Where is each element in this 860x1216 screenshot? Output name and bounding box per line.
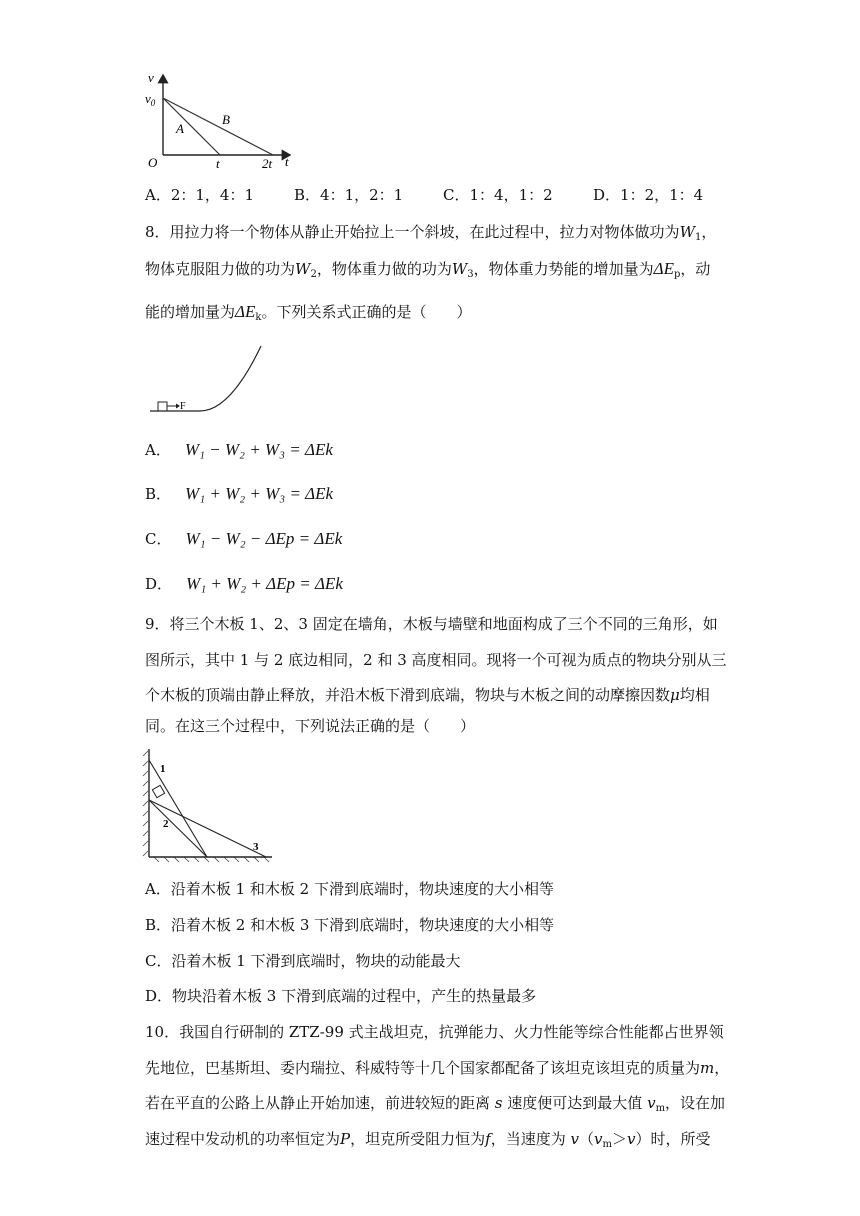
line-b-label: B [222,112,230,127]
q9-line-2: 图所示，其中 1 与 2 底边相同，2 和 3 高度相同。现将一个可视为质点的物块分别从三 [145,651,727,669]
q7-option-a: A．2：1，4：1 [145,186,255,204]
q9-line-3: 个木板的顶端由静止释放，并沿木板下滑到底端，物块与木板之间的动摩擦因数μ均相 [145,686,710,704]
q8-option-c: C． W₁ − W₂ − ΔEp = ΔEk [145,529,343,548]
block-on-board [152,785,164,797]
block [158,402,167,411]
boards-figure [140,745,280,865]
q8-line-1: 8．用拉力将一个物体从静止开始拉上一个斜坡，在此过程中，拉力对物体做功为$W_1$， [145,223,717,243]
q10-line-3: 若在平直的公路上从静止开始加速，前进较短的距离 s 速度便可达到最大值 $v_m$，设在加 [145,1094,726,1114]
v-axis-label: v [148,70,154,85]
q8-option-a: A． W₁ − W₂ + W₃ = ΔEk [145,440,333,459]
vt-graph [140,70,300,175]
q8-option-d: D． W₁ + W₂ + ΔEp = ΔEk [145,574,343,593]
q7-option-c: C．1：4，1：2 [443,186,553,204]
tick-2t-label: 2t [262,156,273,171]
board-1-label: 1 [160,763,166,775]
q8-option-b: B． W₁ + W₂ + W₃ = ΔEk [145,484,334,503]
q9-option-d: D．物块沿着木板 3 下滑到底端的过程中，产生的热量最多 [145,987,537,1005]
slope-curve [200,346,261,411]
force-label: F [180,401,186,412]
q7-option-d: D．1：2，1：4 [593,186,704,204]
q8-line-2: 物体克服阻力做的功为$W_2$，物体重力做的功为$W_3$，物体重力势能的增加量为$\Delta E_p$，动 [145,259,711,280]
q9-option-a: A．沿着木板 1 和木板 2 下滑到底端时，物块速度的大小相等 [145,880,554,898]
line-a [163,98,220,155]
origin-label: O [148,155,158,170]
board-3-label: 3 [253,841,259,853]
line-a-label: A [176,121,184,136]
q9-option-b: B．沿着木板 2 和木板 3 下滑到底端时，物块速度的大小相等 [145,916,555,934]
q9-option-c: C．沿着木板 1 下滑到底端时，物块的动能最大 [145,952,461,970]
q9-line-1: 9．将三个木板 1、2、3 固定在墙角，木板与墙壁和地面构成了三个不同的三角形，如 [145,615,718,633]
board-2-label: 2 [163,818,169,830]
t-axis-label: t [285,154,289,169]
slope-figure [140,340,270,415]
q10-line-4: 速过程中发动机的功率恒定为P，坦克所受阻力恒为f，当速度为 $v(v_m>v)$时，所受 [145,1130,711,1150]
q7-option-b: B．4：1，2：1 [294,186,404,204]
q9-line-4: 同。在这三个过程中，下列说法正确的是（ ） [145,717,476,735]
q10-line-1: 10．我国自行研制的 ZTZ-99 式主战坦克，抗弹能力、火力性能等综合性能都占世界领 [145,1023,724,1041]
tick-t-label: t [216,156,220,171]
q8-line-3: 能的增加量为$\Delta E_k$。下列关系式正确的是（ ） [145,302,472,323]
q10-line-2: 先地位，巴基斯坦、委内瑞拉、科威特等十几个国家都配备了该坦克该坦克的质量为m， [145,1059,730,1077]
v0-label: $v_0$ [145,91,156,108]
